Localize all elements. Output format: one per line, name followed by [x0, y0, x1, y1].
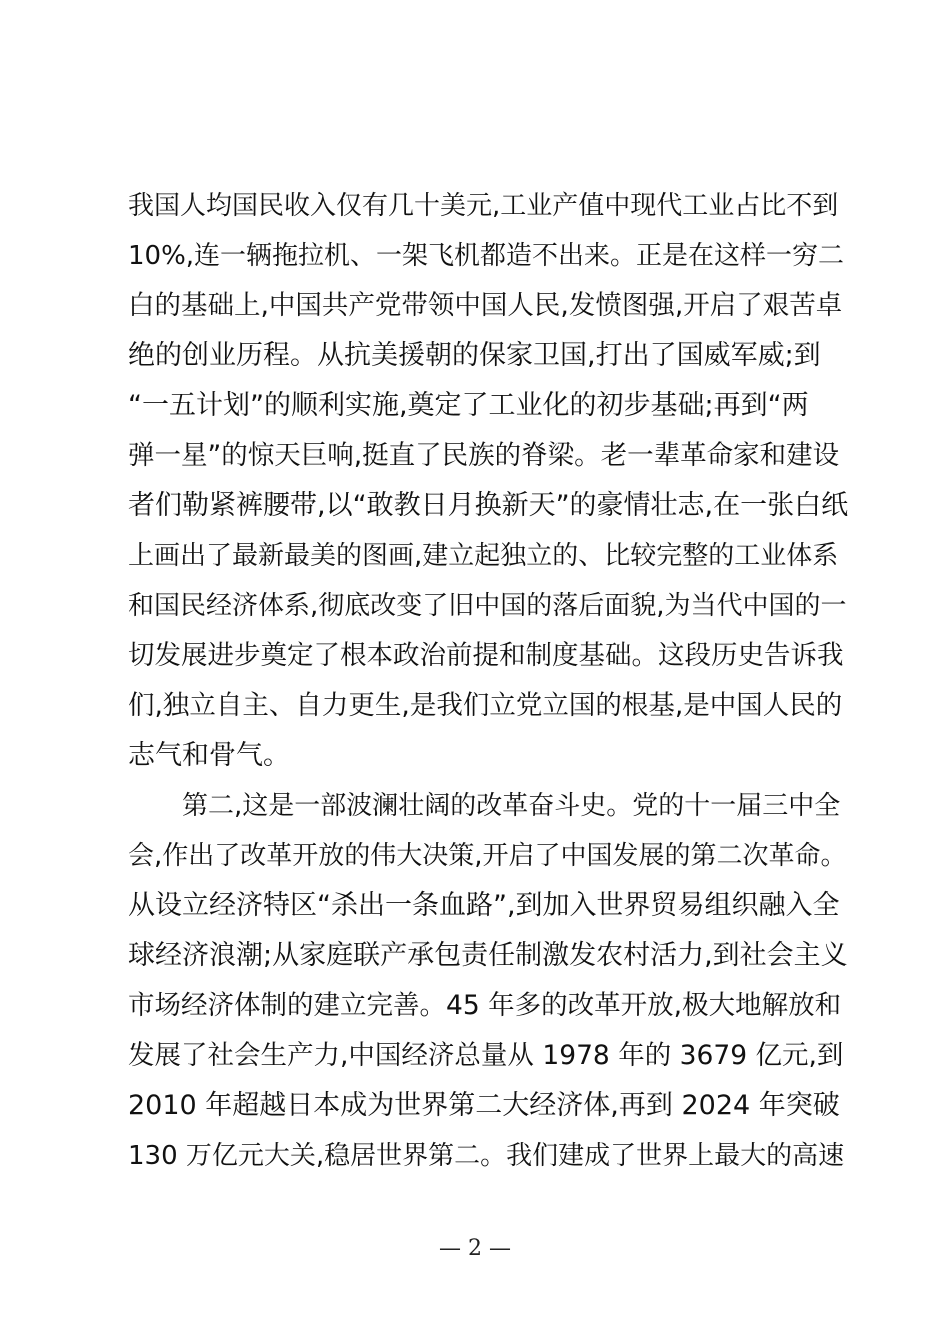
- text-line: 130 万亿元大关,稳居世界第二。我们建成了世界上最大的高速: [128, 1141, 845, 1171]
- text-line: 10%,连一辆拖拉机、一架飞机都造不出来。正是在这样一穷二: [128, 241, 845, 271]
- page-number: — 2 —: [439, 1236, 511, 1261]
- text-line: 市场经济体制的建立完善。45 年多的改革开放,极大地解放和: [128, 990, 842, 1021]
- text-line: 切发展进步奠定了根本政治前提和制度基础。这段历史告诉我: [128, 640, 844, 671]
- text-line: 志气和骨气。: [128, 740, 290, 771]
- text-line: 绝的创业历程。从抗美援朝的保家卫国,打出了国威军威;到: [128, 340, 821, 371]
- text-line: “一五计划”的顺利实施,奠定了工业化的初步基础;再到“两: [128, 390, 809, 421]
- paragraph-start-line: 第二,这是一部波澜壮阔的改革奋斗史。党的十一届三中全: [182, 791, 841, 821]
- text-line: 弹一星”的惊天巨响,挺直了民族的脊梁。老一辈革命家和建设: [128, 440, 840, 471]
- text-line: 会,作出了改革开放的伟大决策,开启了中国发展的第二次革命。: [128, 841, 847, 871]
- text-line: 2010 年超越日本成为世界第二大经济体,再到 2024 年突破: [128, 1090, 840, 1121]
- text-line: 者们勒紧裤腰带,以“敢教日月换新天”的豪情壮志,在一张白纸: [128, 490, 849, 521]
- text-line: 和国民经济体系,彻底改变了旧中国的落后面貌,为当代中国的一: [128, 591, 847, 621]
- text-line: 我国人均国民收入仅有几十美元,工业产值中现代工业占比不到: [128, 191, 839, 221]
- text-line: 从设立经济特区“杀出一条血路”,到加入世界贸易组织融入全: [128, 890, 840, 921]
- text-line: 白的基础上,中国共产党带领中国人民,发愤图强,开启了艰苦卓: [128, 290, 843, 321]
- text-line: 上画出了最新最美的图画,建立起独立的、比较完整的工业体系: [128, 541, 839, 571]
- text-line: 球经济浪潮;从家庭联产承包责任制激发农村活力,到社会主义: [128, 940, 848, 971]
- text-line: 们,独立自主、自力更生,是我们立党立国的根基,是中国人民的: [128, 690, 843, 721]
- text-line: 发展了社会生产力,中国经济总量从 1978 年的 3679 亿元,到: [128, 1040, 844, 1071]
